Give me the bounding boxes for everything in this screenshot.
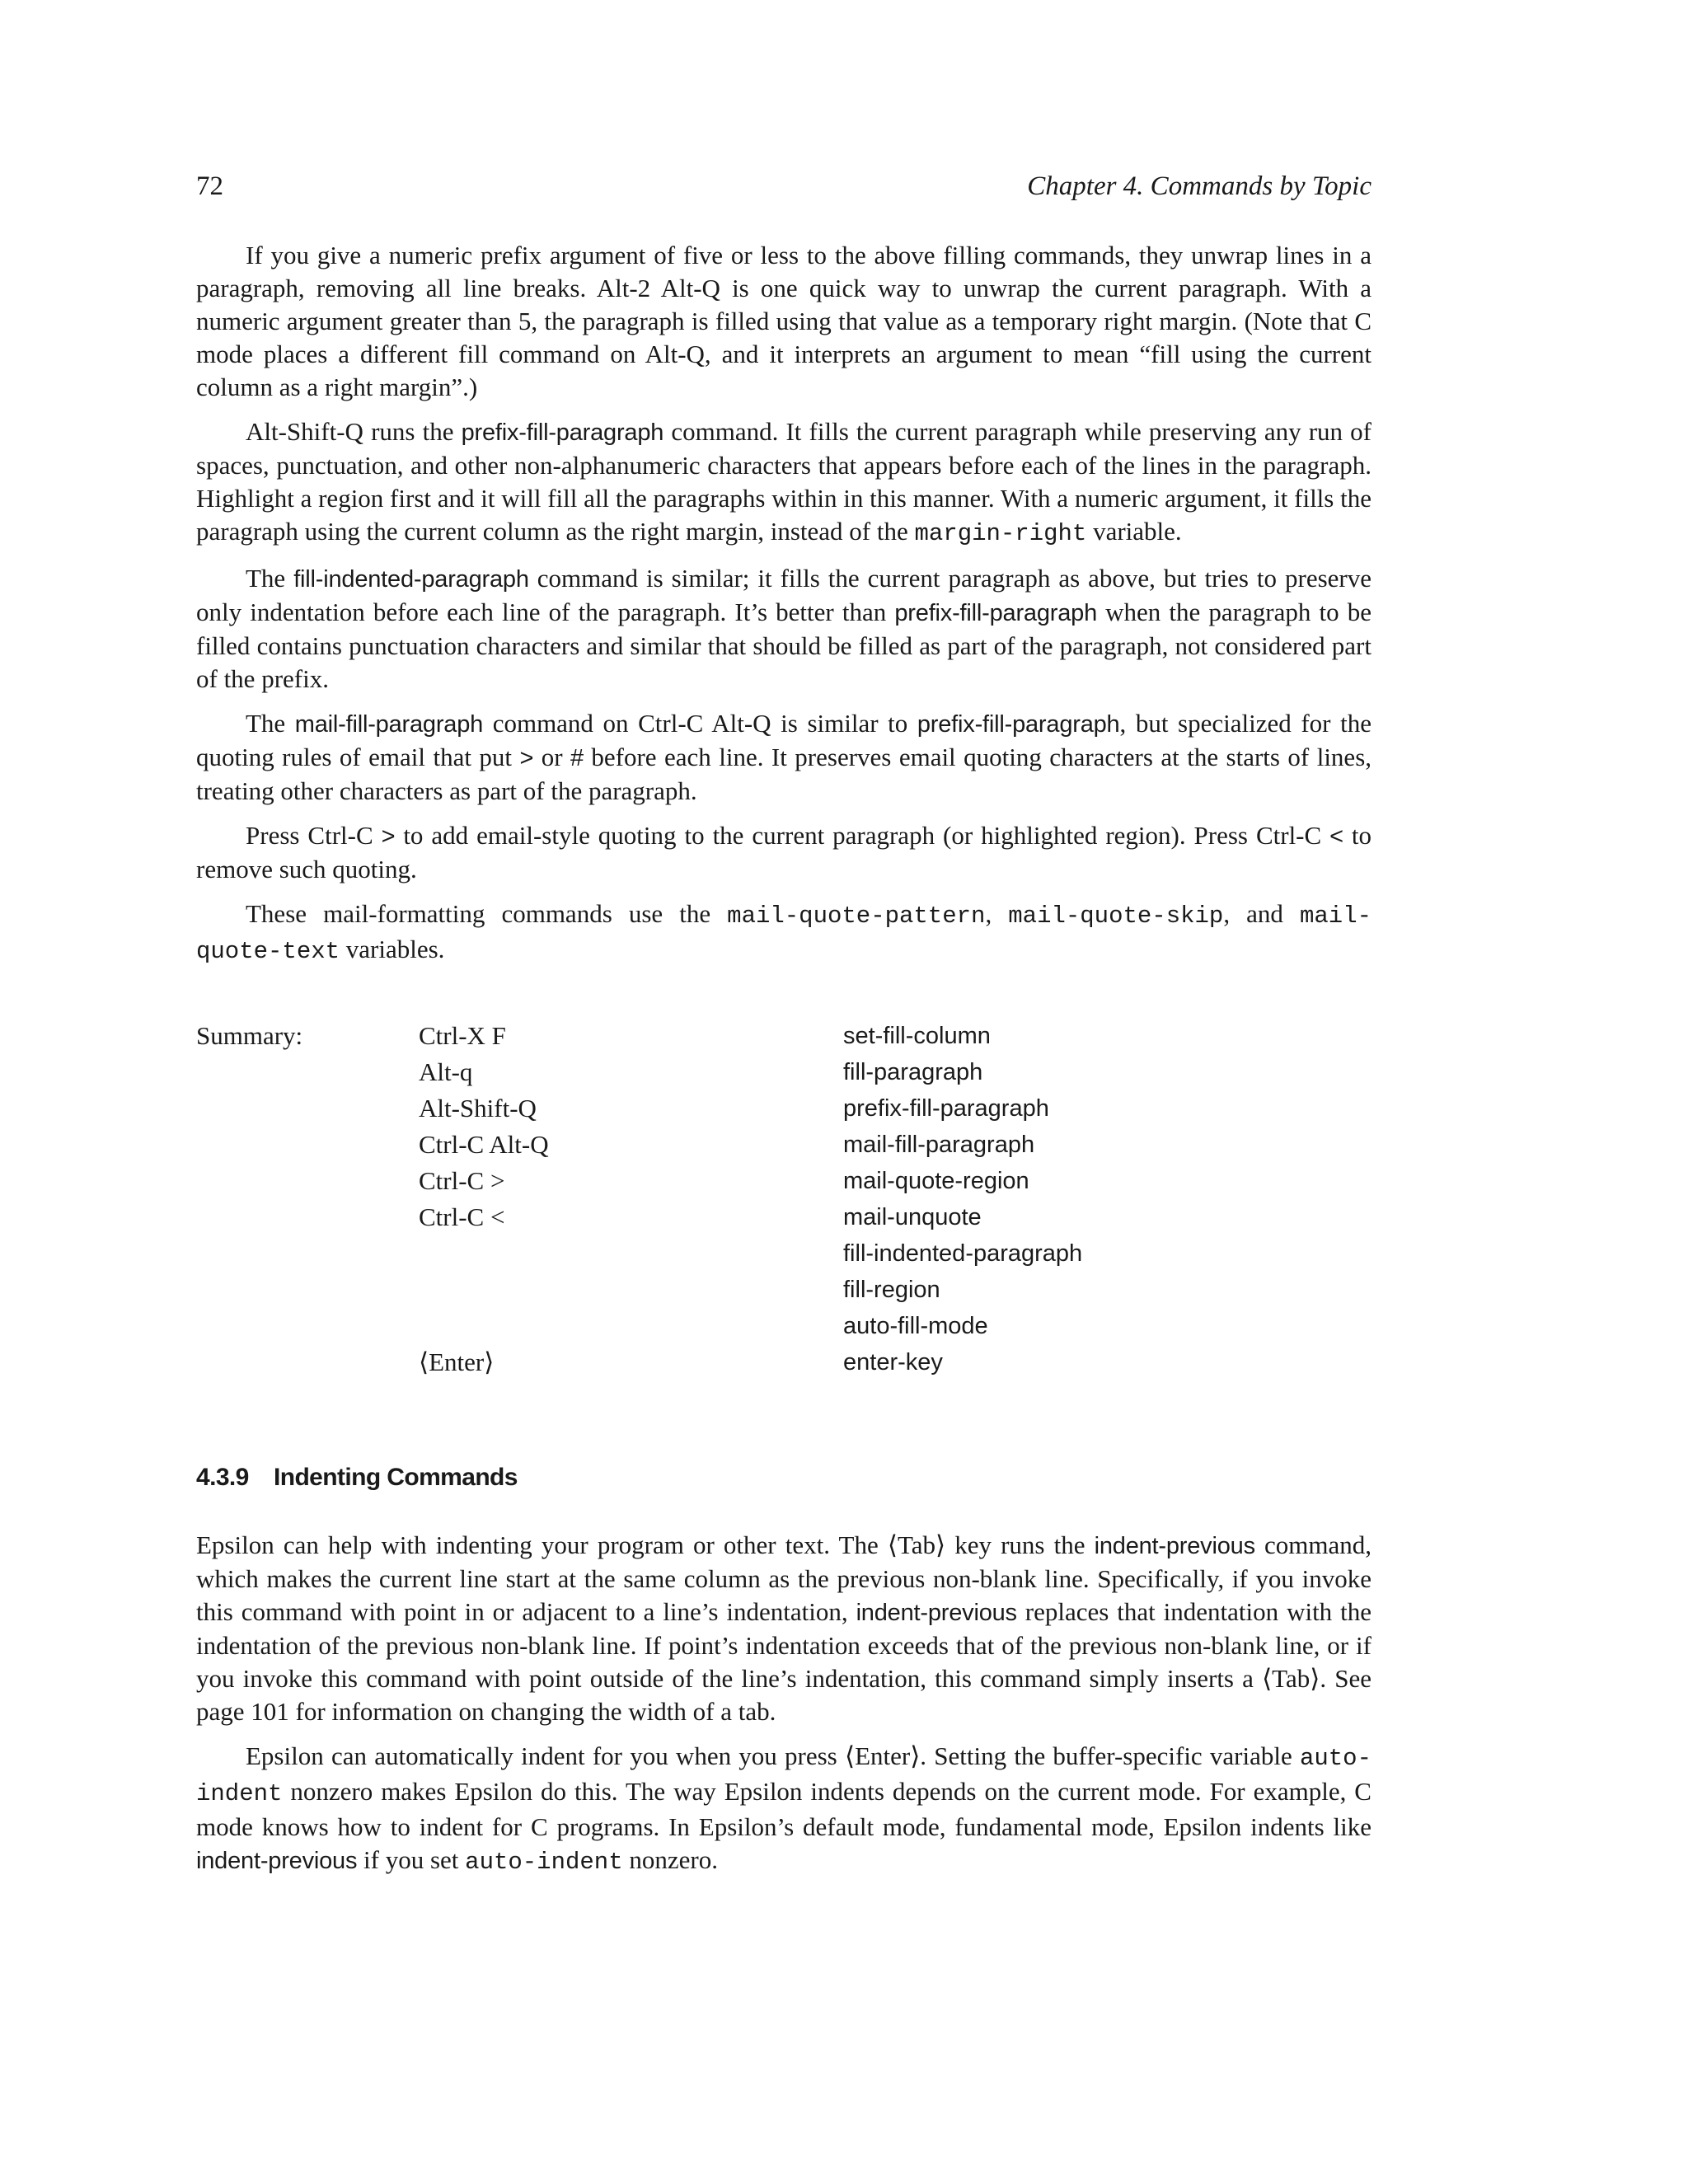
summary-key	[419, 1272, 549, 1308]
variable-name: auto-indent	[196, 1745, 1372, 1807]
summary-key: Alt-q	[419, 1057, 473, 1086]
paragraph-auto-indent: Epsilon can automatically indent for you when you press ⟨Enter⟩. Setting the buffer-specific variable auto-indent nonzero makes Epsilon do this. The way Epsilon indents depends on the current mode. For example, C mode knows how to indent for C programs. In Epsilon’s default mode, fundamental mode, Epsilon indents like indent-previous if you set auto-indent nonzero.	[196, 1741, 1372, 1876]
paragraph-prefix-fill: Alt-Shift-Q runs the prefix-fill-paragraph command. It fills the current paragraph while preserving any run of spaces, punctuation, and other non-alphanumeric characters that appears before each of the lines in the paragraph. Highlight a region first and it will fill all the paragraphs within in this manner. With a numeric argument, it fills the paragraph using the current column as the right margin, instead of the margin-right variable.	[196, 417, 1372, 547]
section-number: 4.3.9	[196, 1464, 249, 1491]
summary-key: Ctrl-C <	[419, 1202, 505, 1231]
summary-key	[419, 1308, 549, 1344]
command-name: indent-previous	[856, 1600, 1017, 1626]
summary-keys-column	[419, 1018, 549, 1380]
summary-command: fill-paragraph	[843, 1059, 983, 1085]
tab-key-ref: ⟨Tab⟩	[887, 1530, 946, 1559]
quote-symbol: >	[519, 745, 534, 771]
paragraph-mail-variables: These mail-formatting commands use the mail-quote-pattern, mail-quote-skip, and mail-quote-text variables.	[196, 899, 1372, 965]
paragraph-fill-indented: The fill-indented-paragraph command is similar; it fills the current paragraph as above, but tries to preserve only indentation before each line of the paragraph. It’s better than prefix-fill-paragraph when the paragraph to be filled contains punctuation characters and similar that should be filled as part of the paragraph, not considered part of the prefix.	[196, 564, 1372, 693]
summary-key: ⟨Enter⟩	[419, 1347, 495, 1376]
paragraph-indent-previous: Epsilon can help with indenting your program or other text. The ⟨Tab⟩ key runs the indent-previous command, which makes the current line start at the same column as the previous non-blank line. Specifically, if you invoke this command with point in or adjacent to a line’s indentation, indent-previous replaces that indentation with the indentation of the previous non-blank line. If point’s indentation exceeds that of the previous non-blank line, or if you invoke this command with point outside of the line’s indentation, this command simply inserts a ⟨Tab⟩. See page 101 for information on changing the width of a tab.	[196, 1530, 1372, 1726]
document-page	[196, 157, 1372, 1891]
body-text	[196, 239, 1372, 1879]
variable-name: margin-right	[914, 520, 1087, 547]
summary-command: fill-indented-paragraph	[843, 1240, 1083, 1267]
command-name: indent-previous	[1094, 1533, 1255, 1559]
variable-name: mail-quote-skip	[1008, 902, 1224, 930]
variable-name: mail-quote-pattern	[727, 902, 986, 930]
chapter-title: Chapter 4. Commands by Topic	[1027, 171, 1372, 201]
summary-key: Ctrl-X F	[419, 1021, 506, 1050]
summary-command: auto-fill-mode	[843, 1313, 988, 1339]
summary-commands-column	[843, 1018, 1082, 1380]
tab-key-ref: ⟨Tab⟩	[1262, 1664, 1320, 1693]
summary-table	[196, 1018, 1372, 1389]
summary-command: prefix-fill-paragraph	[843, 1095, 1049, 1122]
paragraph-unwrap: If you give a numeric prefix argument of five or less to the above filling commands, they unwrap lines in a paragraph, removing all line breaks. Alt-2 Alt-Q is one quick way to unwrap the current paragraph. With a numeric argument greater than 5, the paragraph is filled using that value as a temporary right margin. (Note that C mode places a different fill command on Alt-Q, and it interprets an argument to mean “fill using the current column as a right margin”.)	[196, 241, 1372, 401]
quote-symbol: <	[1329, 823, 1343, 850]
summary-command: enter-key	[843, 1349, 943, 1376]
paragraph-mail-fill: The mail-fill-paragraph command on Ctrl-C Alt-Q is similar to prefix-fill-paragraph, but specialized for the quoting rules of email that put > or # before each line. It preserves email quoting characters at the starts of lines, treating other characters as part of the paragraph.	[196, 709, 1372, 805]
page-number: 72	[196, 171, 223, 201]
quote-symbol: #	[570, 745, 584, 771]
command-name: prefix-fill-paragraph	[461, 419, 664, 446]
running-header	[196, 157, 1372, 206]
summary-key: Ctrl-C >	[419, 1166, 505, 1195]
quote-symbol: >	[381, 823, 396, 850]
summary-command: fill-region	[843, 1277, 940, 1303]
command-name: prefix-fill-paragraph	[894, 600, 1098, 626]
section-title: Indenting Commands	[274, 1464, 518, 1491]
summary-key: Ctrl-C Alt-Q	[419, 1130, 549, 1159]
summary-command: mail-quote-region	[843, 1168, 1029, 1194]
section-heading	[196, 1461, 1372, 1494]
command-name: mail-fill-paragraph	[294, 711, 484, 738]
summary-command: mail-unquote	[843, 1204, 982, 1230]
paragraph-quote-region: Press Ctrl-C > to add email-style quoting to the current paragraph (or highlighted region). Press Ctrl-C < to remove such quoting.	[196, 821, 1372, 883]
summary-key: Alt-Shift-Q	[419, 1094, 537, 1122]
command-name: indent-previous	[196, 1848, 358, 1874]
command-name: fill-indented-paragraph	[293, 566, 529, 593]
variable-name: auto-indent	[465, 1849, 623, 1876]
command-name: prefix-fill-paragraph	[917, 711, 1120, 738]
summary-label: Summary:	[196, 1021, 303, 1050]
summary-key	[419, 1235, 549, 1272]
summary-command: mail-fill-paragraph	[843, 1132, 1035, 1158]
enter-key-ref: ⟨Enter⟩	[844, 1741, 921, 1770]
variable-name: mail-quote-text	[196, 902, 1372, 965]
summary-command: set-fill-column	[843, 1023, 991, 1049]
